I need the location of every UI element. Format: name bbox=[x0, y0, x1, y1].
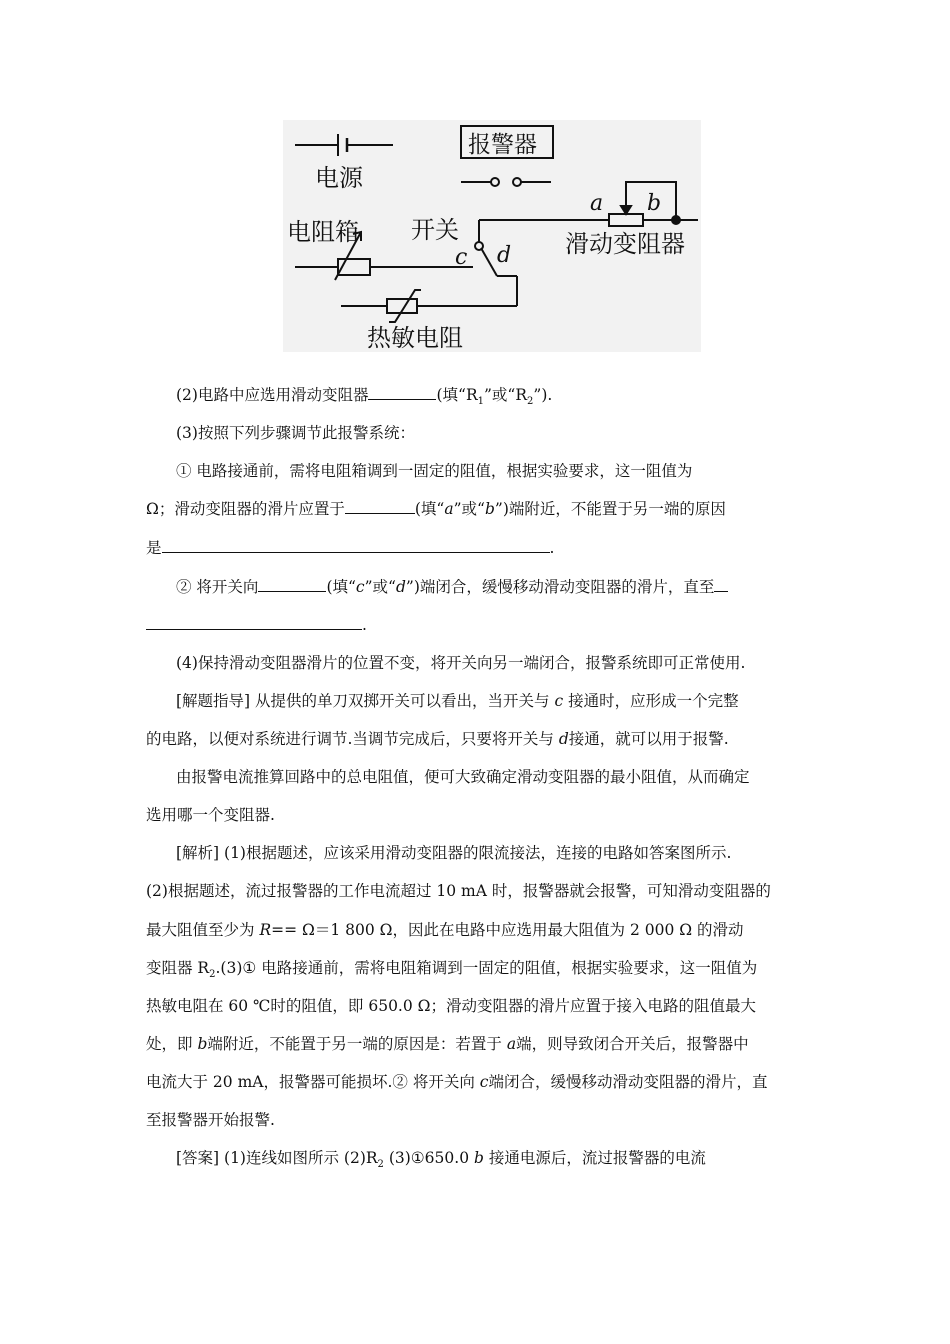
answer-blank bbox=[162, 538, 550, 553]
step-2-line-2: . bbox=[146, 615, 367, 635]
step-2-line-1: ② 将开关向 (填“c”或“d”)端闭合，缓慢移动滑动变阻器的滑片，直至 bbox=[176, 577, 728, 597]
answer-blank bbox=[368, 385, 436, 400]
step-1-line-1: ① 电路接通前，需将电阻箱调到一固定的阻值，根据实验要求，这一阻值为 bbox=[176, 462, 693, 480]
answer-blank bbox=[146, 615, 362, 630]
analysis-line-8: 至报警器开始报警. bbox=[146, 1111, 275, 1129]
alarm-label: 报警器 bbox=[468, 132, 537, 158]
analysis-line-6: 处，即 b端附近，不能置于另一端的原因是：若置于 a端，则导致闭合开关后，报警器中 bbox=[146, 1035, 749, 1053]
point-d-label: d bbox=[497, 243, 512, 268]
thermistor-label: 热敏电阻 bbox=[367, 324, 463, 352]
resistor-box-label: 电阻箱 bbox=[287, 218, 359, 246]
answer-blank bbox=[258, 577, 326, 592]
analysis-line-2: (2)根据题述，流过报警器的工作电流超过 10 mA 时，报警器就会报警，可知滑动变阻器的 bbox=[146, 882, 771, 900]
question-2: (2)电路中应选用滑动变阻器 (填“$R_1$”或“$R_2$”). bbox=[176, 386, 553, 408]
analysis-line-7: 电流大于 20 mA，报警器可能损坏.② 将开关向 c端闭合，缓慢移动滑动变阻器的滑片，直 bbox=[146, 1073, 768, 1091]
guide-line-1: [解题指导] 从提供的单刀双掷开关可以看出，当开关与 c 接通时，应形成一个完整 bbox=[176, 692, 739, 710]
answer-line: [答案] (1)连线如图所示 $(2)R_2$ (3)①650.0 b 接通电源后，流过报警器的电流 bbox=[176, 1149, 706, 1171]
analysis-line-4: 变阻器 $R_2.(3)①$ 电路接通前，需将电阻箱调到一固定的阻值，根据实验要求，这一阻值为 bbox=[146, 959, 758, 981]
answer-blank bbox=[345, 499, 415, 514]
rheostat-label: 滑动变阻器 bbox=[565, 230, 685, 258]
point-b-label: b bbox=[647, 191, 662, 216]
guide-line-4: 选用哪一个变阻器. bbox=[146, 806, 275, 824]
switch-label: 开关 bbox=[411, 216, 459, 244]
step-1-line-2: Ω；滑动变阻器的滑片应置于 (填“a”或“b”)端附近，不能置于另一端的原因 bbox=[146, 500, 726, 518]
question-4: (4)保持滑动变阻器滑片的位置不变，将开关向另一端闭合，报警系统即可正常使用. bbox=[176, 654, 746, 672]
answer-blank bbox=[714, 577, 728, 592]
circuit-diagram bbox=[283, 120, 701, 352]
point-a-label: a bbox=[590, 191, 604, 216]
thermistor-symbol bbox=[341, 290, 517, 322]
guide-line-2: 的电路，以便对系统进行调节.当调节完成后，只要将开关与 d接通，就可以用于报警. bbox=[146, 730, 729, 748]
power-source-symbol bbox=[295, 134, 393, 156]
power-label: 电源 bbox=[315, 164, 363, 192]
point-c-label: c bbox=[455, 245, 468, 270]
step-1-line-3: 是 . bbox=[146, 539, 555, 557]
circuit-figure bbox=[283, 120, 701, 352]
question-3: (3)按照下列步骤调节此报警系统： bbox=[176, 424, 415, 442]
guide-line-3: 由报警电流推算回路中的总电阻值，便可大致确定滑动变阻器的最小阻值，从而确定 bbox=[176, 768, 750, 786]
analysis-line-3: 最大阻值至少为 R== Ω＝1 800 Ω，因此在电路中应选用最大阻值为 2 000 Ω 的滑动 bbox=[146, 921, 744, 939]
alarm-terminals bbox=[461, 178, 551, 186]
analysis-line-5: 热敏电阻在 60 ℃时的阻值，即 650.0 Ω；滑动变阻器的滑片应置于接入电路的阻值最大 bbox=[146, 997, 756, 1015]
analysis-line-1: [解析] (1)根据题述，应该采用滑动变阻器的限流接法，连接的电路如答案图所示. bbox=[176, 844, 732, 862]
